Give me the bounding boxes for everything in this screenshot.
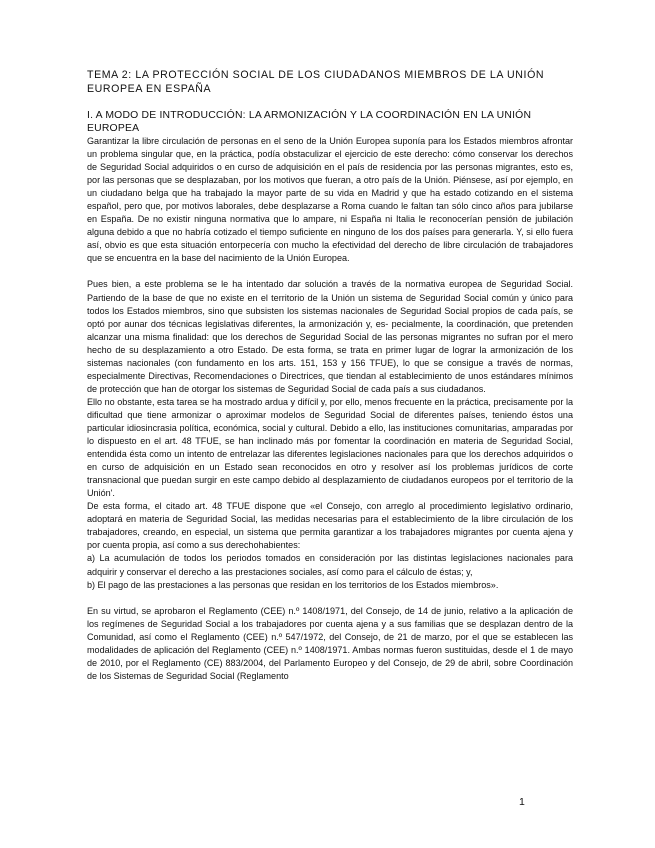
- paragraph-article-48: De esta forma, el citado art. 48 TFUE dispone que «el Consejo, con arreglo al procedimiento legislativo ordinario, adoptará en materia de Seguridad Social, las medidas necesarias para el establecimiento de la libre circulación de los trabajadores, creando, en especial, un sistema que permita garantizar a los trabajadores migrantes por cuenta ajena y por cuenta propia, así como a sus derechohabientes:: [87, 501, 573, 551]
- paragraph-gap: [87, 265, 573, 278]
- paragraph-regulations: En su virtud, se aprobaron el Reglamento (CEE) n.º 1408/1971, del Consejo, de 14 de junio, relativo a la aplicación de los regímenes de Seguridad Social a los trabajadores por cuenta ajena y a sus familias que se desplazan dentro de la Comunidad, así como el Reglamento (CEE) n.º 547/1972, del Consejo, de 21 de marzo, por el que se establecen las modalidades de aplicación del Reglamento (CEE) n.º 1408/1971. Ambas normas fueron sustituidas, desde el 1 de mayo de 2010, por el Reglamento (CE) 883/2004, del Parlamento Europeo y del Consejo, de 29 de abril, sobre Coordinación de los Sistemas de Seguridad Social (Reglamento: [87, 605, 573, 681]
- document-title: TEMA 2: LA PROTECCIÓN SOCIAL DE LOS CIUDADANOS MIEMBROS DE LA UNIÓN EUROPEA EN ESPAÑA: [87, 69, 545, 95]
- paragraph-solution: Pues bien, a este problema se le ha intentado dar solución a través de la normativa europea de Seguridad Social. Partiendo de la base de que no existe en el territorio de la Unión un sistema de Seguridad Social común y único para todos los Estados miembros, sino que subsisten los sistemas nacionales de Seguridad Social propios de cada país, se optó por aunar dos técnicas legislativas diferentes, la armonización y, es- pecialmente, la coordinación, que pretenden alcanzar una misma finalidad: que los derechos de Seguridad Social de las personas migrantes no sufran por el mero hecho de su desplazamiento a otro Estado. De esta forma, se trata en primer lugar de lograr la armonización de los sistemas nacionales (con fundamento en los arts. 151, 153 y 156 TFUE), lo que se consigue a través de normas, especialmente Directivas, Recomendaciones o Directrices, que tiendan al establecimiento de unos estándares mínimos de protección que han de otorgar los sistemas de Seguridad Social de cada país a sus ciudadanos.: [87, 279, 573, 394]
- paragraph-gap: [87, 592, 573, 605]
- document-body: [87, 68, 573, 683]
- paragraph-intro: Garantizar la libre circulación de personas en el seno de la Unión Europea suponía para los Estados miembros afrontar un problema singular que, en la práctica, podía obstaculizar el ejercicio de este derecho: cómo conservar los derechos de Seguridad Social adquiridos o en curso de adquisición en el país de residencia por las personas migrantes, esto es, por las personas que se desplazaban, por los motivos que fueran, a otro país de la Unión. Piénsese, así por ejemplo, en un ciudadano belga que ha trabajado la mayor parte de su vida en Madrid y que ha estado cotizando en el sistema español, pero que, por motivos laborales, debe desplazarse a Roma cuando le faltan tan sólo cinco años para jubilarse en España. De no existir ninguna normativa que lo ampare, ni España ni Italia le reconocerían pensión de jubilación alguna debido a que no habría cotizado el tiempo suficiente en ninguno de los dos países para generarla. Y, si ello fuera así, obvio es que esta situación entorpecería con mucho la efectividad del derecho de libre circulación de trabajadores que se encuentra en la base del nacimiento de la Unión Europea.: [87, 136, 573, 264]
- list-item-a: a) La acumulación de todos los periodos tomados en consideración por las distintas legislaciones nacionales para adquirir y conservar el derecho a las prestaciones sociales, así como para el cálculo de éstas; y,: [87, 553, 573, 577]
- list-item-b: b) El pago de las prestaciones a las personas que residan en los territorios de los Estados miembros».: [87, 579, 499, 590]
- page-number: 1: [519, 796, 525, 808]
- paragraph-coordination: Ello no obstante, esta tarea se ha mostrado ardua y difícil y, por ello, menos frecuente en la práctica, precisamente por la dificultad que tiene armonizar o aproximar modelos de Seguridad Social de diferentes países, teniendo éstos una particular idiosincrasia política, económica, social y cultural. Debido a ello, las instituciones comunitarias, amparadas por lo dispuesto en el art. 48 TFUE, se han inclinado más por fomentar la coordinación en materia de Seguridad Social, entendida ésta como un intento de entrelazar las diferentes legislaciones nacionales para que los derechos adquiridos o en curso de adquisición en un Estado sean reconocidos en otro y resolver así los problemas jurídicos de corte transnacional que puedan surgir en este campo debido al desplazamiento de ciudadanos europeos por el territorio de la Unión'.: [87, 396, 573, 499]
- section-heading: I. A MODO DE INTRODUCCIÓN: LA ARMONIZACIÓN Y LA COORDINACIÓN EN LA UNIÓN EUROPEA: [87, 110, 532, 134]
